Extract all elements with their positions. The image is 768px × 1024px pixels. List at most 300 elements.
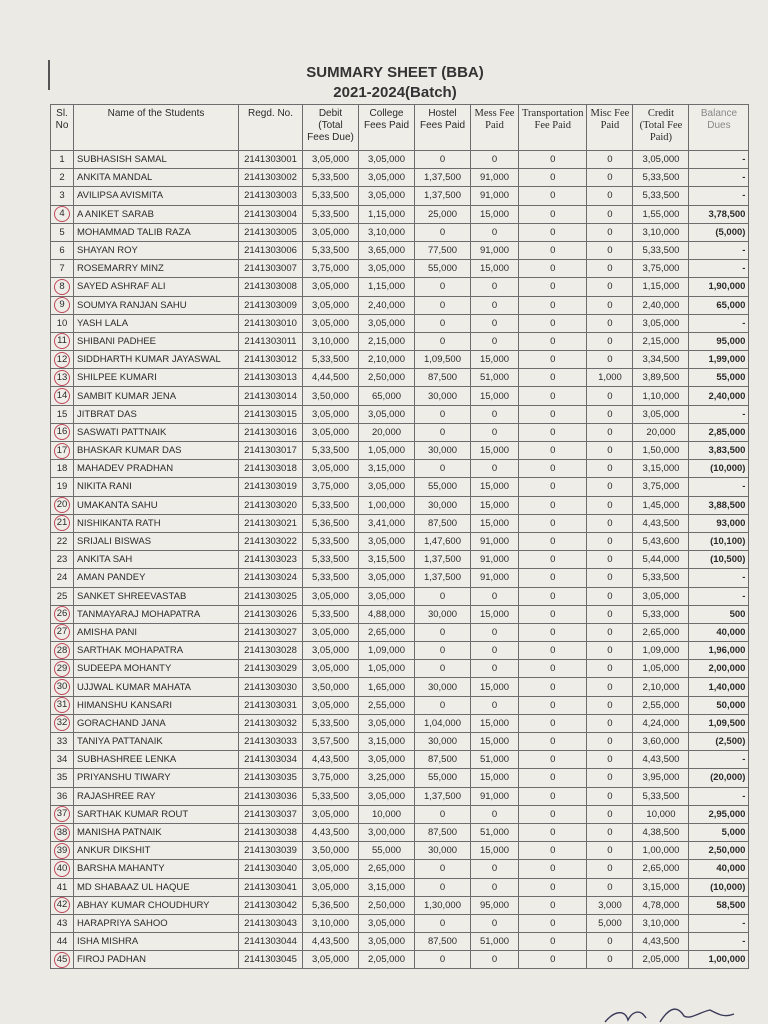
- circled-serial: 13: [54, 370, 70, 386]
- transport-fee-cell: 0: [519, 842, 587, 860]
- hostel-fees-cell: 0: [415, 460, 471, 478]
- sl-cell: [51, 896, 74, 914]
- college-fees-cell: 3,05,000: [359, 151, 415, 169]
- misc-fee-cell: 0: [587, 442, 633, 460]
- debit-cell: 5,33,500: [303, 569, 359, 587]
- regd-cell: 2141303035: [239, 769, 303, 787]
- mess-fee-cell: 0: [471, 951, 519, 969]
- transport-fee-cell: 0: [519, 241, 587, 259]
- debit-cell: 3,05,000: [303, 423, 359, 441]
- misc-fee-cell: 0: [587, 314, 633, 332]
- debit-cell: 3,50,000: [303, 387, 359, 405]
- debit-cell: 3,05,000: [303, 405, 359, 423]
- credit-cell: 5,33,000: [633, 605, 689, 623]
- college-fees-cell: 3,10,000: [359, 223, 415, 241]
- misc-fee-cell: 0: [587, 823, 633, 841]
- hostel-fees-cell: 87,500: [415, 751, 471, 769]
- hostel-fees-cell: 0: [415, 951, 471, 969]
- balance-cell: -: [689, 260, 749, 278]
- college-fees-cell: 2,05,000: [359, 951, 415, 969]
- transport-fee-cell: 0: [519, 551, 587, 569]
- mess-fee-cell: 0: [471, 296, 519, 314]
- balance-cell: -: [689, 169, 749, 187]
- credit-cell: 2,55,000: [633, 696, 689, 714]
- balance-cell: 93,000: [689, 514, 749, 532]
- debit-cell: 3,10,000: [303, 914, 359, 932]
- mess-fee-cell: 15,000: [471, 678, 519, 696]
- debit-cell: 5,33,500: [303, 605, 359, 623]
- credit-cell: 2,05,000: [633, 951, 689, 969]
- circled-serial: 26: [54, 606, 70, 622]
- name-cell: SANKET SHREEVASTAB: [74, 587, 239, 605]
- debit-cell: 3,05,000: [303, 951, 359, 969]
- sl-cell: [51, 278, 74, 296]
- sl-cell: [51, 860, 74, 878]
- table-row: [51, 933, 749, 951]
- hostel-fees-cell: 0: [415, 914, 471, 932]
- transport-fee-cell: 0: [519, 278, 587, 296]
- hostel-fees-cell: 0: [415, 223, 471, 241]
- hostel-fees-cell: 77,500: [415, 241, 471, 259]
- college-fees-cell: 3,05,000: [359, 187, 415, 205]
- misc-fee-cell: 3,000: [587, 896, 633, 914]
- circled-serial: 31: [54, 697, 70, 713]
- table-row: [51, 660, 749, 678]
- credit-cell: 1,55,000: [633, 205, 689, 223]
- college-fees-cell: 1,05,000: [359, 442, 415, 460]
- transport-fee-cell: 0: [519, 787, 587, 805]
- transport-fee-cell: 0: [519, 696, 587, 714]
- college-fees-cell: 3,05,000: [359, 914, 415, 932]
- sl-cell: [51, 951, 74, 969]
- hostel-fees-cell: 0: [415, 696, 471, 714]
- sl-cell: [51, 296, 74, 314]
- sl-cell: [51, 842, 74, 860]
- col-header-sl: Sl. No: [51, 105, 74, 151]
- sl-cell: 5: [51, 223, 74, 241]
- col-header-mess: Mess Fee Paid: [471, 105, 519, 151]
- credit-cell: 2,10,000: [633, 678, 689, 696]
- hostel-fees-cell: 1,37,500: [415, 551, 471, 569]
- balance-cell: (5,000): [689, 223, 749, 241]
- hostel-fees-cell: 1,09,500: [415, 351, 471, 369]
- balance-cell: (10,100): [689, 532, 749, 550]
- misc-fee-cell: 0: [587, 514, 633, 532]
- college-fees-cell: 1,09,000: [359, 642, 415, 660]
- table-row: [51, 423, 749, 441]
- transport-fee-cell: 0: [519, 587, 587, 605]
- credit-cell: 1,15,000: [633, 278, 689, 296]
- college-fees-cell: 3,05,000: [359, 587, 415, 605]
- misc-fee-cell: 0: [587, 642, 633, 660]
- regd-cell: 2141303023: [239, 551, 303, 569]
- college-fees-cell: 3,05,000: [359, 751, 415, 769]
- balance-cell: -: [689, 569, 749, 587]
- name-cell: A ANIKET SARAB: [74, 205, 239, 223]
- col-header-name: Name of the Students: [74, 105, 239, 151]
- balance-cell: (2,500): [689, 733, 749, 751]
- regd-cell: 2141303034: [239, 751, 303, 769]
- regd-cell: 2141303011: [239, 332, 303, 350]
- misc-fee-cell: 0: [587, 296, 633, 314]
- debit-cell: 3,05,000: [303, 460, 359, 478]
- table-row: [51, 914, 749, 932]
- name-cell: SUBHASISH SAMAL: [74, 151, 239, 169]
- misc-fee-cell: 0: [587, 933, 633, 951]
- mess-fee-cell: 0: [471, 332, 519, 350]
- debit-cell: 3,05,000: [303, 296, 359, 314]
- transport-fee-cell: 0: [519, 478, 587, 496]
- mess-fee-cell: 15,000: [471, 605, 519, 623]
- sl-cell: 3: [51, 187, 74, 205]
- regd-cell: 2141303026: [239, 605, 303, 623]
- table-row: [51, 260, 749, 278]
- transport-fee-cell: 0: [519, 878, 587, 896]
- misc-fee-cell: 0: [587, 532, 633, 550]
- balance-cell: 2,50,000: [689, 842, 749, 860]
- sl-cell: 23: [51, 551, 74, 569]
- sl-cell: [51, 823, 74, 841]
- misc-fee-cell: 0: [587, 714, 633, 732]
- balance-cell: 3,78,500: [689, 205, 749, 223]
- balance-cell: 2,95,000: [689, 805, 749, 823]
- debit-cell: 3,57,500: [303, 733, 359, 751]
- transport-fee-cell: 0: [519, 933, 587, 951]
- mess-fee-cell: 0: [471, 696, 519, 714]
- credit-cell: 3,05,000: [633, 151, 689, 169]
- mess-fee-cell: 0: [471, 405, 519, 423]
- credit-cell: 3,05,000: [633, 314, 689, 332]
- name-cell: SOUMYA RANJAN SAHU: [74, 296, 239, 314]
- regd-cell: 2141303032: [239, 714, 303, 732]
- credit-cell: 1,05,000: [633, 660, 689, 678]
- balance-cell: (20,000): [689, 769, 749, 787]
- table-row: [51, 205, 749, 223]
- debit-cell: 3,05,000: [303, 278, 359, 296]
- credit-cell: 3,34,500: [633, 351, 689, 369]
- name-cell: GORACHAND JANA: [74, 714, 239, 732]
- table-row: [51, 332, 749, 350]
- debit-cell: 3,05,000: [303, 587, 359, 605]
- debit-cell: 5,33,500: [303, 205, 359, 223]
- table-row: [51, 678, 749, 696]
- col-header-hostel: Hostel Fees Paid: [415, 105, 471, 151]
- misc-fee-cell: 0: [587, 660, 633, 678]
- table-row: [51, 714, 749, 732]
- sl-cell: 1: [51, 151, 74, 169]
- balance-cell: -: [689, 587, 749, 605]
- misc-fee-cell: 0: [587, 260, 633, 278]
- college-fees-cell: 10,000: [359, 805, 415, 823]
- college-fees-cell: 3,05,000: [359, 260, 415, 278]
- mess-fee-cell: 15,000: [471, 733, 519, 751]
- balance-cell: 500: [689, 605, 749, 623]
- mess-fee-cell: 15,000: [471, 478, 519, 496]
- sl-cell: [51, 369, 74, 387]
- name-cell: MOHAMMAD TALIB RAZA: [74, 223, 239, 241]
- table-row: [51, 442, 749, 460]
- sl-cell: 15: [51, 405, 74, 423]
- table-row: [51, 587, 749, 605]
- transport-fee-cell: 0: [519, 623, 587, 641]
- regd-cell: 2141303008: [239, 278, 303, 296]
- credit-cell: 3,15,000: [633, 878, 689, 896]
- table-row: [51, 951, 749, 969]
- circled-serial: 38: [54, 825, 70, 841]
- hostel-fees-cell: 87,500: [415, 823, 471, 841]
- regd-cell: 2141303010: [239, 314, 303, 332]
- misc-fee-cell: 0: [587, 678, 633, 696]
- credit-cell: 4,43,500: [633, 751, 689, 769]
- circled-serial: 21: [54, 515, 70, 531]
- regd-cell: 2141303001: [239, 151, 303, 169]
- hostel-fees-cell: 87,500: [415, 369, 471, 387]
- balance-cell: 1,40,000: [689, 678, 749, 696]
- balance-cell: 40,000: [689, 860, 749, 878]
- circled-serial: 17: [54, 443, 70, 459]
- hostel-fees-cell: 1,37,500: [415, 169, 471, 187]
- regd-cell: 2141303016: [239, 423, 303, 441]
- regd-cell: 2141303019: [239, 478, 303, 496]
- table-row: [51, 551, 749, 569]
- misc-fee-cell: 0: [587, 878, 633, 896]
- name-cell: TANMAYARAJ MOHAPATRA: [74, 605, 239, 623]
- col-header-credit: Credit (Total Fee Paid): [633, 105, 689, 151]
- hostel-fees-cell: 1,37,500: [415, 787, 471, 805]
- mess-fee-cell: 15,000: [471, 387, 519, 405]
- college-fees-cell: 3,15,000: [359, 878, 415, 896]
- credit-cell: 3,15,000: [633, 460, 689, 478]
- mess-fee-cell: 0: [471, 642, 519, 660]
- college-fees-cell: 2,65,000: [359, 623, 415, 641]
- hostel-fees-cell: 0: [415, 642, 471, 660]
- hostel-fees-cell: 55,000: [415, 769, 471, 787]
- transport-fee-cell: 0: [519, 896, 587, 914]
- credit-cell: 2,15,000: [633, 332, 689, 350]
- table-row: [51, 623, 749, 641]
- regd-cell: 2141303013: [239, 369, 303, 387]
- misc-fee-cell: 5,000: [587, 914, 633, 932]
- hostel-fees-cell: 0: [415, 623, 471, 641]
- credit-cell: 3,75,000: [633, 478, 689, 496]
- name-cell: ANKITA MANDAL: [74, 169, 239, 187]
- sl-cell: 43: [51, 914, 74, 932]
- name-cell: AMAN PANDEY: [74, 569, 239, 587]
- transport-fee-cell: 0: [519, 532, 587, 550]
- balance-cell: 1,09,500: [689, 714, 749, 732]
- debit-cell: 5,33,500: [303, 241, 359, 259]
- col-header-regd: Regd. No.: [239, 105, 303, 151]
- mess-fee-cell: 0: [471, 151, 519, 169]
- credit-cell: 5,33,500: [633, 187, 689, 205]
- transport-fee-cell: 0: [519, 387, 587, 405]
- transport-fee-cell: 0: [519, 642, 587, 660]
- balance-cell: 65,000: [689, 296, 749, 314]
- debit-cell: 4,43,500: [303, 933, 359, 951]
- circled-serial: 12: [54, 352, 70, 368]
- page-title: SUMMARY SHEET (BBA): [306, 64, 484, 81]
- mess-fee-cell: 15,000: [471, 260, 519, 278]
- balance-cell: -: [689, 478, 749, 496]
- hostel-fees-cell: 55,000: [415, 260, 471, 278]
- table-row: [51, 532, 749, 550]
- transport-fee-cell: 0: [519, 605, 587, 623]
- transport-fee-cell: 0: [519, 423, 587, 441]
- name-cell: SARTHAK KUMAR ROUT: [74, 805, 239, 823]
- debit-cell: 3,75,000: [303, 260, 359, 278]
- college-fees-cell: 3,00,000: [359, 823, 415, 841]
- credit-cell: 1,00,000: [633, 842, 689, 860]
- hostel-fees-cell: 0: [415, 314, 471, 332]
- name-cell: HIMANSHU KANSARI: [74, 696, 239, 714]
- hostel-fees-cell: 0: [415, 660, 471, 678]
- mess-fee-cell: 51,000: [471, 933, 519, 951]
- regd-cell: 2141303042: [239, 896, 303, 914]
- name-cell: SUBHASHREE LENKA: [74, 751, 239, 769]
- mess-fee-cell: 0: [471, 914, 519, 932]
- table-row: [51, 642, 749, 660]
- credit-cell: 4,38,500: [633, 823, 689, 841]
- sl-cell: [51, 678, 74, 696]
- sl-cell: 6: [51, 241, 74, 259]
- mess-fee-cell: 0: [471, 314, 519, 332]
- sl-cell: 44: [51, 933, 74, 951]
- credit-cell: 3,10,000: [633, 223, 689, 241]
- misc-fee-cell: 0: [587, 187, 633, 205]
- transport-fee-cell: 0: [519, 260, 587, 278]
- regd-cell: 2141303004: [239, 205, 303, 223]
- misc-fee-cell: 0: [587, 860, 633, 878]
- regd-cell: 2141303017: [239, 442, 303, 460]
- table-row: [51, 187, 749, 205]
- transport-fee-cell: 0: [519, 460, 587, 478]
- sl-cell: 7: [51, 260, 74, 278]
- regd-cell: 2141303027: [239, 623, 303, 641]
- debit-cell: 5,33,500: [303, 551, 359, 569]
- regd-cell: 2141303022: [239, 532, 303, 550]
- misc-fee-cell: 0: [587, 587, 633, 605]
- misc-fee-cell: 0: [587, 751, 633, 769]
- table-row: [51, 823, 749, 841]
- credit-cell: 1,10,000: [633, 387, 689, 405]
- table-row: [51, 696, 749, 714]
- sl-cell: [51, 696, 74, 714]
- hostel-fees-cell: 25,000: [415, 205, 471, 223]
- college-fees-cell: 55,000: [359, 842, 415, 860]
- balance-cell: 1,99,000: [689, 351, 749, 369]
- regd-cell: 2141303040: [239, 860, 303, 878]
- mess-fee-cell: 15,000: [471, 842, 519, 860]
- regd-cell: 2141303020: [239, 496, 303, 514]
- balance-cell: 1,00,000: [689, 951, 749, 969]
- mess-fee-cell: 0: [471, 460, 519, 478]
- table-row: [51, 496, 749, 514]
- debit-cell: 4,44,500: [303, 369, 359, 387]
- table-row: [51, 241, 749, 259]
- balance-cell: 2,40,000: [689, 387, 749, 405]
- table-row: [51, 569, 749, 587]
- misc-fee-cell: 0: [587, 733, 633, 751]
- credit-cell: 2,65,000: [633, 623, 689, 641]
- sl-cell: [51, 387, 74, 405]
- circled-serial: 9: [54, 297, 70, 313]
- sl-cell: [51, 642, 74, 660]
- sl-cell: 18: [51, 460, 74, 478]
- hostel-fees-cell: 0: [415, 805, 471, 823]
- transport-fee-cell: 0: [519, 496, 587, 514]
- misc-fee-cell: 0: [587, 696, 633, 714]
- table-row: [51, 351, 749, 369]
- credit-cell: 3,05,000: [633, 405, 689, 423]
- balance-cell: -: [689, 405, 749, 423]
- credit-cell: 3,60,000: [633, 733, 689, 751]
- name-cell: UJJWAL KUMAR MAHATA: [74, 678, 239, 696]
- college-fees-cell: 1,65,000: [359, 678, 415, 696]
- name-cell: SARTHAK MOHAPATRA: [74, 642, 239, 660]
- credit-cell: 5,33,500: [633, 169, 689, 187]
- credit-cell: 20,000: [633, 423, 689, 441]
- college-fees-cell: 3,15,000: [359, 733, 415, 751]
- sl-cell: 2: [51, 169, 74, 187]
- mess-fee-cell: 91,000: [471, 241, 519, 259]
- regd-cell: 2141303012: [239, 351, 303, 369]
- table-row: [51, 223, 749, 241]
- table-row: [51, 296, 749, 314]
- hostel-fees-cell: 1,37,500: [415, 569, 471, 587]
- misc-fee-cell: 0: [587, 551, 633, 569]
- credit-cell: 5,33,500: [633, 241, 689, 259]
- college-fees-cell: 2,50,000: [359, 896, 415, 914]
- balance-cell: -: [689, 933, 749, 951]
- college-fees-cell: 1,15,000: [359, 205, 415, 223]
- hostel-fees-cell: 1,37,500: [415, 187, 471, 205]
- regd-cell: 2141303030: [239, 678, 303, 696]
- hostel-fees-cell: 55,000: [415, 478, 471, 496]
- table-row: [51, 151, 749, 169]
- balance-cell: 1,90,000: [689, 278, 749, 296]
- college-fees-cell: 1,15,000: [359, 278, 415, 296]
- misc-fee-cell: 0: [587, 460, 633, 478]
- balance-cell: 50,000: [689, 696, 749, 714]
- name-cell: AMISHA PANI: [74, 623, 239, 641]
- balance-cell: 2,85,000: [689, 423, 749, 441]
- mess-fee-cell: 91,000: [471, 569, 519, 587]
- regd-cell: 2141303015: [239, 405, 303, 423]
- debit-cell: 5,36,500: [303, 896, 359, 914]
- transport-fee-cell: 0: [519, 442, 587, 460]
- balance-cell: 1,96,000: [689, 642, 749, 660]
- credit-cell: 1,09,000: [633, 642, 689, 660]
- misc-fee-cell: 0: [587, 278, 633, 296]
- sl-cell: 41: [51, 878, 74, 896]
- transport-fee-cell: 0: [519, 678, 587, 696]
- regd-cell: 2141303006: [239, 241, 303, 259]
- circled-serial: 32: [54, 715, 70, 731]
- col-header-balance: Balance Dues: [689, 105, 749, 151]
- name-cell: SHILPEE KUMARI: [74, 369, 239, 387]
- mess-fee-cell: 91,000: [471, 187, 519, 205]
- sl-cell: [51, 805, 74, 823]
- college-fees-cell: 2,50,000: [359, 369, 415, 387]
- credit-cell: 4,78,000: [633, 896, 689, 914]
- mess-fee-cell: 0: [471, 623, 519, 641]
- regd-cell: 2141303029: [239, 660, 303, 678]
- transport-fee-cell: 0: [519, 569, 587, 587]
- regd-cell: 2141303009: [239, 296, 303, 314]
- sl-cell: [51, 660, 74, 678]
- name-cell: HARAPRIYA SAHOO: [74, 914, 239, 932]
- college-fees-cell: 2,65,000: [359, 860, 415, 878]
